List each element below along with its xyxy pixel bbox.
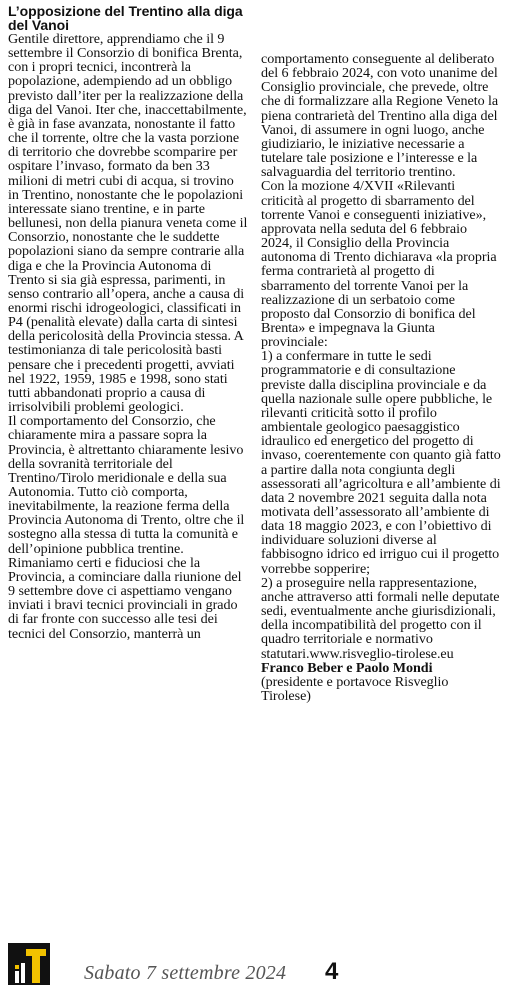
article-paragraph: Gentile direttore, apprendiamo che il 9 settembre il Consorzio di bonifica Brenta, con i propri tecnici, incontrerà la popolazione, adempiendo ad un obbligo previsto dall’iter per la realizzazione della diga del Vanoi. Iter che, inaccettabilmente, è già in fase avanzata, nonostante il fatto che il torrente, oltre che la vasta porzione di territorio che dovrebbe scomparire per ospitare l’invaso, formato da ben 33 milioni di metri cubi di acqua, si trovino in Trentino, nonostante che le popolazioni interessate siano trentine, e in parte bellunesi, non della pianura veneta come il Consorzio, nonostante che le suddette popolazioni siano da sempre contrarie alla diga e che la Provincia Autonoma di Trento si sia già espressa, parimenti, in senso contrario all’opera, anche a causa di enormi rischi idrogeologici, classificati in P4 (penalità elevate) dalla carta di sintesi della pericolosità della Provincia stessa. A testimonianza di tale pericolosità basti pensare che i precedenti progetti, avviati nel 1922, 1959, 1985 e 1998, sono stati tutti abbandonati proprio a causa di irrisolvibili problemi geologici. [8, 31, 248, 416]
article-paragraph: Con la mozione 4/XVII «Rilevanti criticità al progetto di sbarramento del torrente Vanoi e conseguenti iniziative», approvata nella seduta del 6 febbraio 2024, il Consiglio della Provincia autonoma di Trento dichiarava «la propria ferma contrarietà al progetto di sbarramento del torrente Vanoi per la realizzazione di un serbatoio come proposto dal Consorzio di bonifica del Brenta» e impegnava la Giunta provinciale: [261, 178, 497, 351]
article-paragraph: 2) a proseguire nella rappresentazione, anche attraverso atti formali nelle deputate sedi, eventualmente anche giurisdizionali, della incompatibilità del progetto con il quadro territoriale e normativo statutari.www.risveglio-tirolese.eu [261, 574, 500, 662]
article-column-left [8, 4, 248, 641]
article-paragraph: comportamento conseguente al deliberato del 6 febbraio 2024, con voto unanime del Consiglio provinciale, che prevede, oltre che di formalizzare alla Regione Veneto la piena contrarietà del Trentino alla diga del Vanoi, di assumere in ogni luogo, anche giudiziario, le iniziative necessarie a tutelare tale posizione e l’interesse e la salvaguardia del territorio trentino. [261, 51, 499, 181]
page-footer [0, 936, 507, 988]
article-column-right [261, 52, 501, 703]
article-paragraph: 1) a confermare in tutte le sedi programmatorie e di consultazione previste dalla disciplina provinciale e da quella nazionale sulle opere pubbliche, le rilevanti criticità sotto il profilo ambientale geologico paesaggistico idraulico ed energetico del progetto di invaso, coerentemente con quanto già fatto a partire dalla nota congiunta degli assessorati all’agricoltura e all’ambiente di data 2 novembre 2021 seguita dalla nota motivata dell’assessorato all’ambiente di data 18 maggio 2023, e con l’obiettivo di individuare soluzioni diverse al fabbisogno idrico ed irriguo cui il progetto vorrebbe sopperire; [261, 348, 501, 577]
article-signature: Franco Beber e Paolo Mondi [261, 659, 433, 676]
article-signature-role: (presidente e portavoce Risveglio Tirolese) [261, 673, 449, 705]
article-paragraph: Il comportamento del Consorzio, che chiaramente mira a passare sopra la Provincia, è altrettanto chiaramente lesivo della sovranità territoriale del Trentino/Tirolo meridionale e della sua Autonomia. Tutto ciò comporta, inevitabilmente, la reazione ferma della Provincia Autonoma di Trento, oltre che il sostegno alla stessa di tutta la comunità e dell’opinione pubblica trentine. Rimaniamo certi e fiduciosi che la Provincia, a cominciare dalla riunione del 9 settembre dove ci aspettiamo vengano inviati i bravi tecnici provinciali in grado di far fronte con successo alle tesi dei tecnici del Consorzio, manterrà un [8, 413, 245, 642]
page-number: 4 [325, 958, 339, 985]
il-t-logo-icon [8, 943, 50, 985]
page-date: Sabato 7 settembre 2024 [84, 962, 287, 984]
article-title: L’opposizione del Trentino alla diga del Vanoi [8, 3, 243, 33]
